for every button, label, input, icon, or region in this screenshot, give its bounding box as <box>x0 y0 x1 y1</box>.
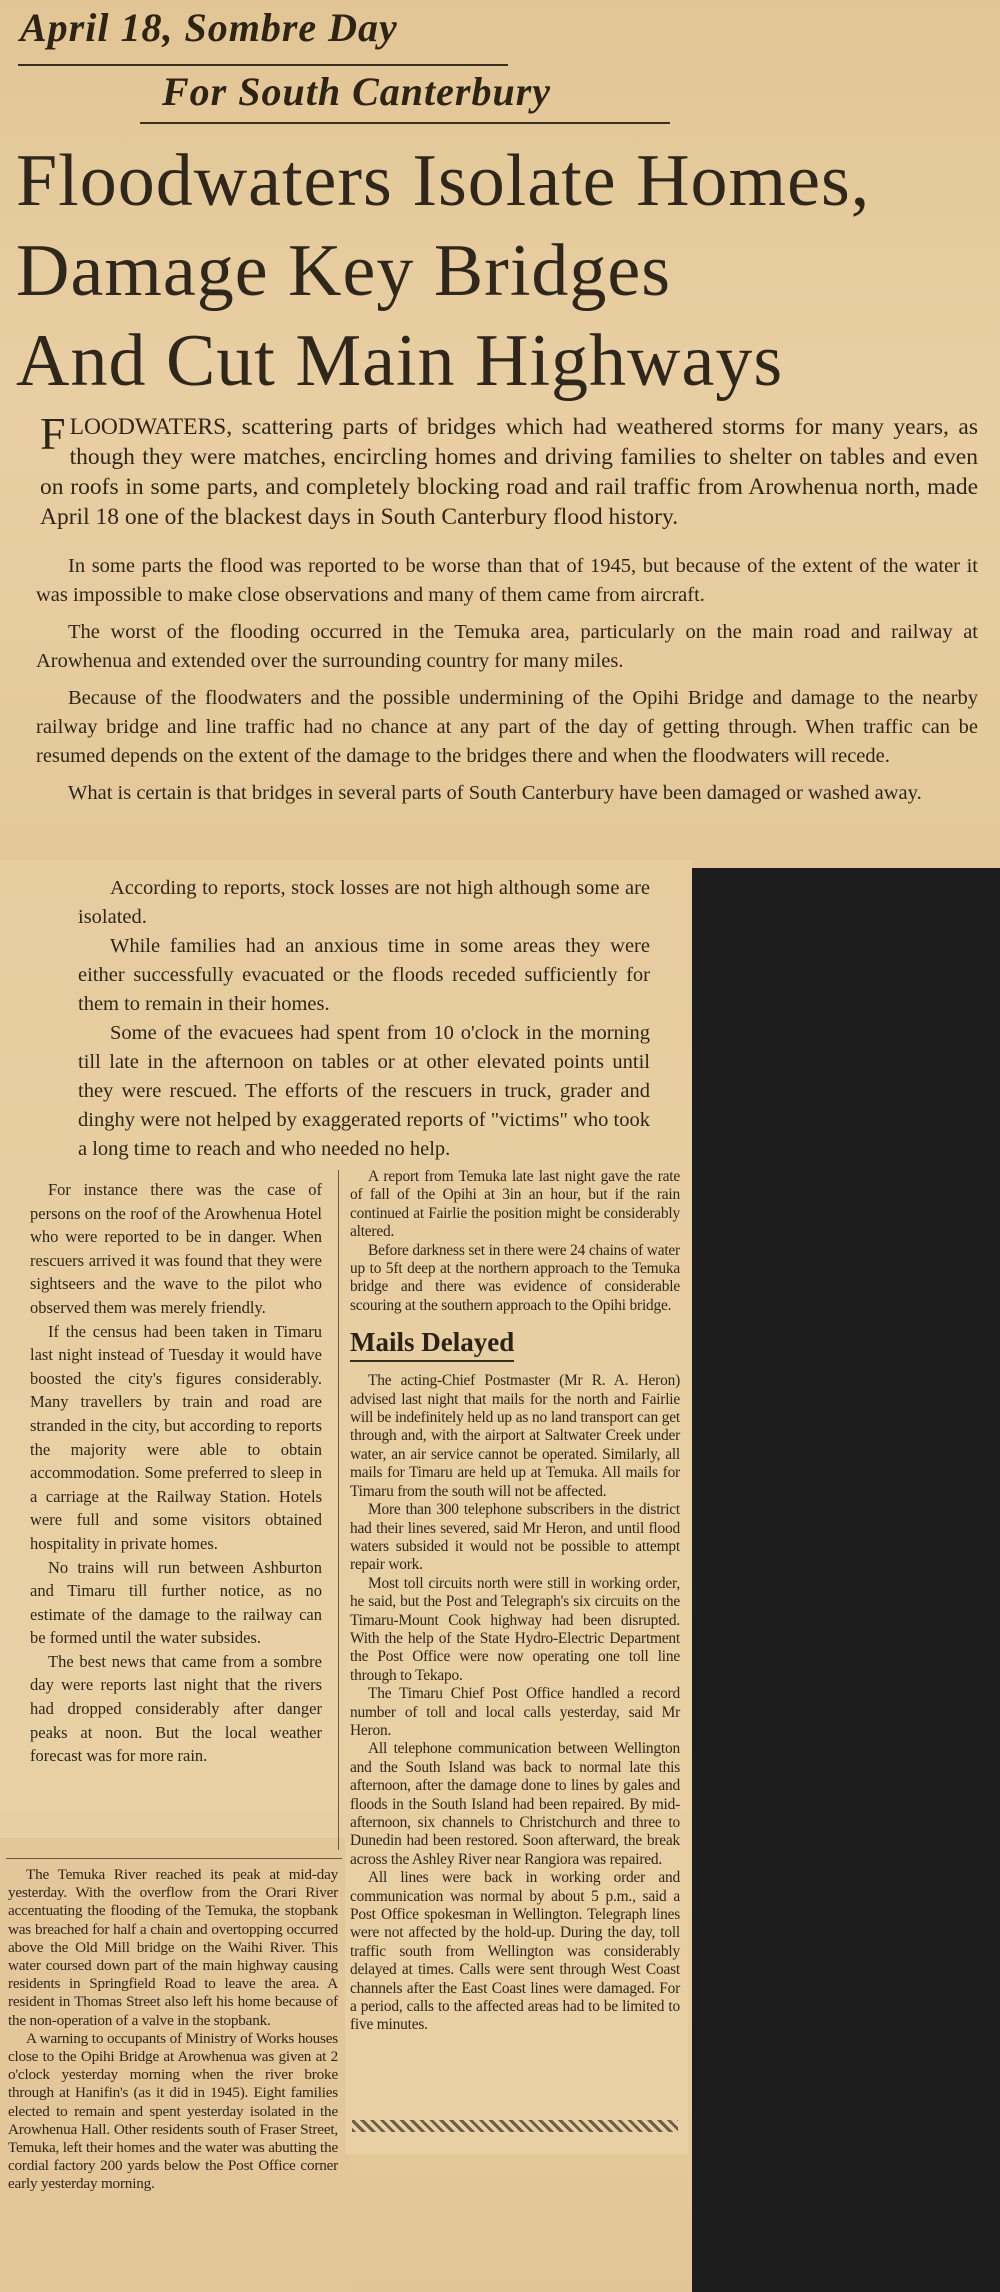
column-paragraph: A report from Temuka late last night gave the rate of fall of the Opihi at 3in an hour, but if the rain continued at Fairlie the position might be considerably altered. <box>350 1168 680 1241</box>
column-paragraph: All telephone communication between Wellington and the South Island was back to normal late this afternoon, after the damage done to lines by gales and floods in the South Island had been repaired. By mid-afternoon, six channels to Christchurch and three to Dunedin had been restored. Soon afterward, the break across the Ashley River near Rangiora was repaired. <box>350 1740 680 1868</box>
lead-text: LOODWATERS, scattering parts of bridges which had weathered storms for many years, as though they were matches, encircling homes and driving families to shelter on tables and even on roofs in some parts, and completely blocking road and rail traffic from Arowhenua north, made April 18 one of the blackest days in South Canterbury flood history. <box>40 414 978 530</box>
column-paragraph: Before darkness set in there were 24 chains of water up to 5ft deep at the northern approach to the Temuka bridge and there was evidence of considerable scouring at the southern approach to the Opihi bridge. <box>350 1241 680 1314</box>
top-paragraphs <box>36 552 978 816</box>
paragraph: According to reports, stock losses are not high although some are isolated. <box>78 877 650 928</box>
fold-line <box>6 1858 342 1859</box>
column-paragraph: If the census had been taken in Timaru last night instead of Tuesday it would have boosted the city's figures considerably. Many travellers by train and road are stranded in the city, but according to reports the majority were able to obtain accommodation. Some preferred to sleep in a carriage at the Railway Station. Hotels were full and some visitors obtained hospitality in private homes. <box>30 1321 322 1553</box>
column-divider <box>338 1170 339 1850</box>
headline <box>16 136 986 406</box>
column-paragraph: No trains will run between Ashburton and Timaru till further notice, as no estimate of the damage to the railway can be formed until the water subsides. <box>30 1557 322 1648</box>
paragraph: In some parts the flood was reported to be worse than that of 1945, but because of the extent of the water it was impossible to make close observations and many of them came from aircraft. <box>36 555 978 606</box>
column-paragraph: The best news that came from a sombre day were reports last night that the rivers had dropped considerably after danger peaks at noon. But the local weather forecast was for more rain. <box>30 1651 322 1766</box>
paragraph: The worst of the flooding occurred in the Temuka area, particularly on the main road and railway at Arowhenua and extended over the surrounding country for many miles. <box>36 621 978 672</box>
column-paragraph: Most toll circuits north were still in working order, he said, but the Post and Telegraph's six circuits on the Timaru-Mount Cook highway had been disrupted. With the help of the State Hydro-Electric Department the Post Office were now operating one toll line through to Tekapo. <box>350 1574 680 1684</box>
right-column <box>350 1168 680 2035</box>
middle-paragraphs <box>78 874 650 1164</box>
column-paragraph: The acting-Chief Postmaster (Mr R. A. Heron) advised last night that mails for the north and Fairlie will be indefinitely held up as no land transport can get through and, with the airport at Saltwater Creek under water, an air service cannot be operated. Similarly, all mails for Timaru are held up at Temuka. All mails for Timaru from the south will not be affected. <box>350 1372 680 1500</box>
headline-line-3: And Cut Main Highways <box>16 320 784 402</box>
subhead-mails-delayed: Mails Delayed <box>350 1327 514 1362</box>
kicker-region: For South Canterbury <box>162 69 552 114</box>
paragraph: Because of the floodwaters and the possible undermining of the Opihi Bridge and damage to the nearby railway bridge and line traffic had no chance at any part of the day of getting through. When traffic can be resumed depends on the extent of the damage to the bridges there and when the floodwaters will recede. <box>36 687 978 767</box>
column-paragraph: The Timaru Chief Post Office handled a record number of toll and local calls yesterday, said Mr Heron. <box>350 1685 680 1739</box>
paragraph: What is certain is that bridges in several parts of South Canterbury have been damaged or washed away. <box>68 782 922 804</box>
bottom-left-column <box>8 1866 338 2194</box>
headline-line-1: Floodwaters Isolate Homes, <box>16 140 871 222</box>
column-paragraph: For instance there was the case of persons on the roof of the Arowhenua Hotel who were reported to be in danger. When rescuers arrived it was found that they were sightseers and the wave to the pilot who observed them was merely friendly. <box>30 1180 322 1317</box>
decorative-border <box>352 2120 678 2132</box>
paragraph: While families had an anxious time in some areas they were either successfully evacuated or the floods receded sufficiently for them to remain in their homes. <box>78 935 650 1015</box>
kicker-underline-2 <box>140 122 670 124</box>
drop-cap: F <box>40 408 66 459</box>
kicker-date: April 18, Sombre Day <box>20 5 398 50</box>
kicker-underline <box>18 64 508 66</box>
headline-line-2: Damage Key Bridges <box>16 230 672 312</box>
column-paragraph: More than 300 telephone subscribers in the district had their lines severed, said Mr Heron, and until flood waters subsided it would not be possible to attempt repair work. <box>350 1501 680 1574</box>
left-column <box>30 1178 322 1768</box>
lead-paragraph <box>40 408 978 532</box>
column-paragraph: A warning to occupants of Ministry of Works houses close to the Opihi Bridge at Arowhenua was given at 2 o'clock yesterday morning when the river broke through at Hanifin's (as it did in 1945). Eight families elected to remain and spent yesterday isolated in the Arowhenua Hall. Other residents south of Fraser Street, Temuka, left their homes and the water was abutting the cordial factory 200 yards below the Post Office corner early yesterday morning. <box>8 2029 338 2193</box>
column-paragraph: The Temuka River reached its peak at mid-day yesterday. With the overflow from the Orari River accentuating the flooding of the Temuka, the stopbank was breached for half a chain and overtopping occurred above the Old Mill bridge on the Waihi River. This water coursed down part of the main highway causing residents in Springfield Road to leave the area. A resident in Thomas Street also left his home because of the non-operation of a valve in the stopbank. <box>8 1866 338 2029</box>
column-paragraph: All lines were back in working order and communication was normal by about 5 p.m., said a Post Office spokesman in Wellington. Telegraph lines were not affected by the hold-up. During the day, toll traffic south from Wellington was considerably delayed at times. Calls were sent through West Coast channels after the East Coast lines were damaged. For a period, calls to the affected areas had to be limited to five minutes. <box>350 1869 680 2034</box>
paragraph: Some of the evacuees had spent from 10 o'clock in the morning till late in the afternoon on tables or at other elevated points until they were rescued. The efforts of the rescuers in truck, grader and dinghy were not helped by exaggerated reports of "victims" who took a long time to reach and who needed no help. <box>78 1022 650 1160</box>
